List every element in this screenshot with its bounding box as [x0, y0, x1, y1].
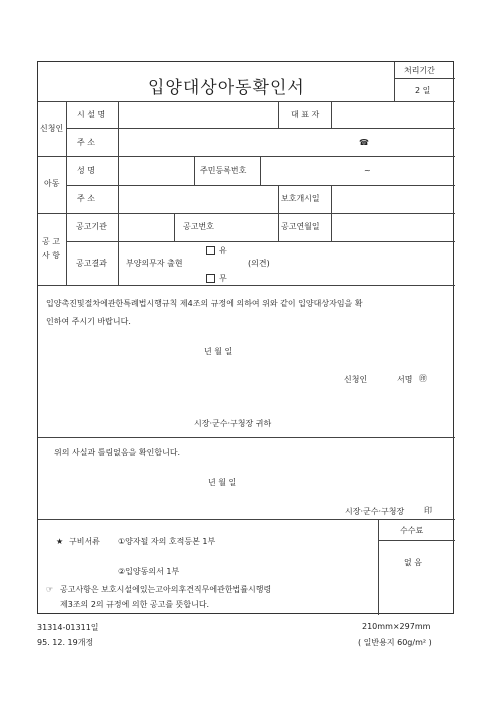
notice-agency-label: 공고기관: [76, 222, 107, 231]
pointer-icon: ☞: [46, 585, 54, 594]
processing-value: 2 일: [415, 86, 431, 95]
sign-label: 서명: [397, 375, 413, 384]
checkbox-yes-box[interactable]: [206, 246, 215, 255]
child-name-label: 성 명: [77, 166, 95, 175]
applicant-section-label: 신청인: [40, 124, 64, 133]
applicant-address-label: 주 소: [77, 138, 95, 147]
guardian-appearance-label: 부양의무자 출현: [126, 259, 183, 268]
processing-label: 처리기간: [404, 66, 435, 75]
required-docs-label: 구비서류: [69, 537, 100, 546]
confirm-seal-icon: 印: [424, 506, 432, 515]
note-line-2: 제3조의 2의 규정에 의한 공고를 뜻합니다.: [60, 600, 210, 609]
confirm-date: 년 월 일: [208, 478, 237, 487]
revision-date: 95. 12. 19개정: [37, 638, 94, 647]
notice-section-label-1: 공 고: [42, 237, 60, 246]
paper-type: ( 일반용지 60g/m² ): [358, 638, 432, 647]
resident-number-tilde: ~: [364, 166, 371, 175]
facility-name-label: 시 설 명: [77, 110, 106, 119]
notice-result-label: 공고결과: [76, 259, 107, 268]
processing-divider: [394, 62, 395, 101]
representative-label: 대 표 자: [291, 110, 320, 119]
note-line-1: 공고사항은 보호시설에있는고아의후견직무에관한법률시행령: [60, 585, 272, 594]
addressee: 시장·군수·구청장 귀하: [194, 419, 272, 428]
checkbox-yes[interactable]: 유: [206, 246, 227, 255]
phone-icon: ☎: [359, 138, 369, 147]
notice-date-label: 공고연월일: [281, 222, 320, 231]
required-doc-1: ①양자될 자의 호적등본 1부: [118, 537, 216, 546]
fee-value: 없 음: [404, 558, 422, 567]
resident-number-label: 주민등록번호: [200, 166, 247, 175]
confirm-signer: 시장·군수·구청장: [345, 507, 405, 516]
request-date: 년 월 일: [204, 347, 233, 356]
notice-number-label: 공고번호: [183, 222, 214, 231]
confirm-text: 위의 사실과 틀림없음을 확인합니다.: [54, 448, 181, 457]
applicant-sign-label: 신청인: [344, 375, 368, 384]
required-doc-2: ②입양동의서 1부: [118, 567, 180, 576]
fee-label: 수수료: [400, 526, 424, 535]
checkbox-no-box[interactable]: [206, 274, 215, 283]
child-address-label: 주 소: [77, 194, 95, 203]
processing-mid-line: [394, 78, 455, 79]
request-text-line-2: 인하여 주시기 바랍니다.: [46, 317, 131, 326]
application-form: [37, 61, 454, 614]
child-section-label: 아동: [44, 179, 60, 188]
form-title: 입양대상아동확인서: [148, 78, 305, 98]
opinion-label: (의견): [248, 259, 270, 268]
paper-size: 210mm×297mm: [362, 622, 431, 631]
request-text-line-1: 입양촉진및절차에관한특례법시행규칙 제4조의 규정에 의하여 위와 같이 입양대상자임을 확: [46, 299, 363, 308]
notice-section-label-2: 사 항: [42, 251, 60, 260]
star-icon: ★: [56, 537, 64, 546]
form-code: 31314-01311일: [37, 623, 99, 632]
protection-start-label: 보호개시일: [281, 194, 320, 203]
seal-icon: ㊞: [419, 374, 427, 383]
checkbox-no[interactable]: 무: [206, 274, 227, 283]
